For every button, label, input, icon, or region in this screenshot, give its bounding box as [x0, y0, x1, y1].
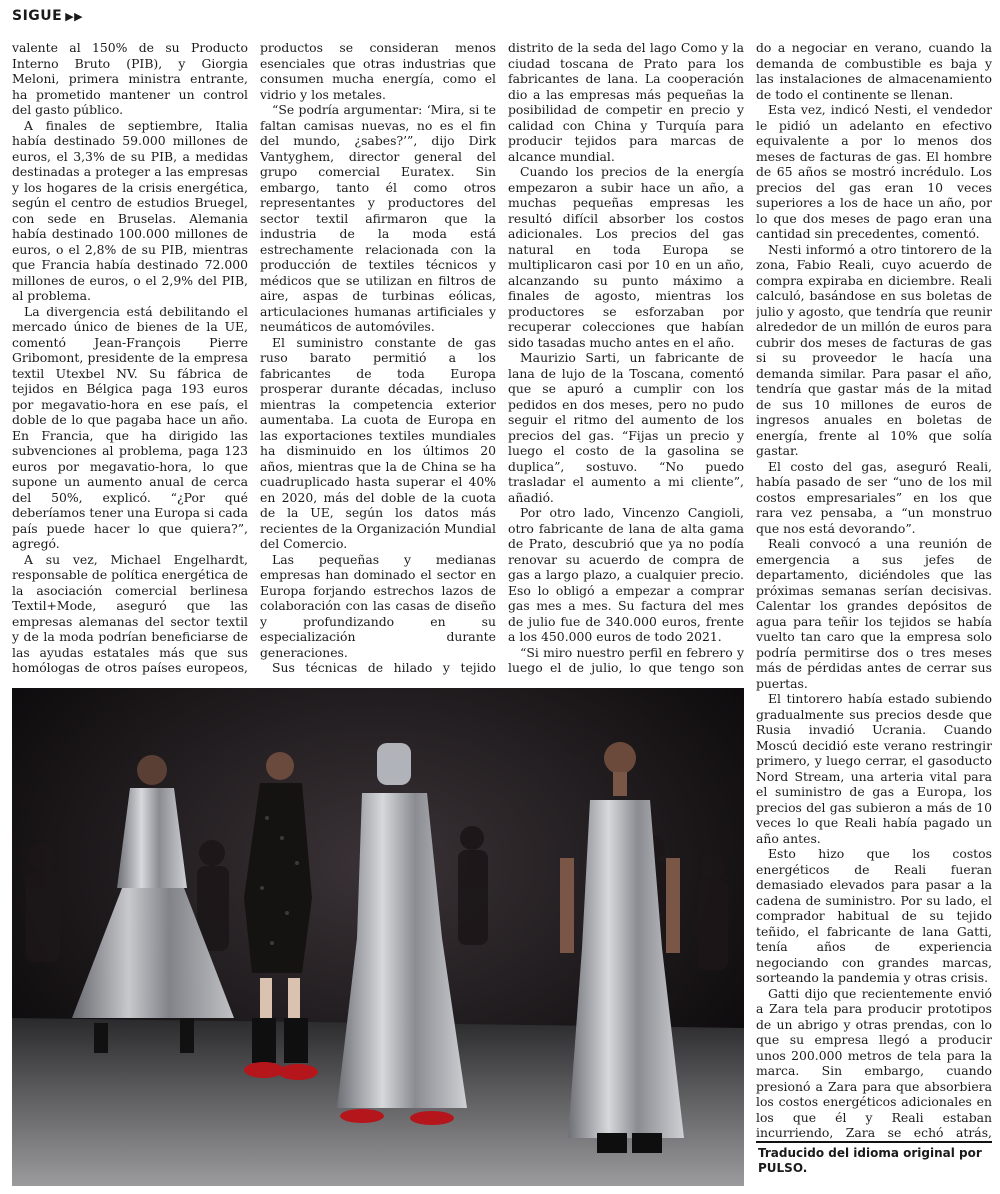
runway-fashion-photo	[12, 688, 744, 1186]
paragraph: Sus técnicas de hilado y tejido	[272, 660, 496, 675]
paragraph: El suministro constante de gas ruso barato permitió a los fabricantes de toda Europa prosperar durante décadas, incluso mientras la competencia exterior aumentaba. La cuota de Europa en las exportaciones textiles mundiales ha disminuido en los últimos 20 años, mientras que la de China se ha cuadruplicado hasta superar el 40% en 2020, más del doble de la cuota de la UE, según los datos más recientes de la Organización Mundial del Comercio.	[260, 334, 496, 551]
paragraph: do a negociar en verano, cuando la demanda de combustible es baja y las instalaciones de almacenamiento de todo el continente se llenan.	[756, 40, 992, 102]
paragraph: Esta vez, indicó Nesti, el vendedor le pidió un adelanto en efectivo equivalente a por lo menos dos meses de facturas de gas. El hombre de 65 años se mostró incrédulo. Los precios del gas eran 10 veces superiores a los de hace un año, por lo que dos meses de pago eran una cantidad sin precedentes, comentó.	[756, 102, 992, 241]
paragraph: El costo del gas, aseguró Reali, había pasado de ser “uno de los mil costos empresariales” en los que rara vez pensaba, a “un monstruo que nos está devorando”.	[756, 458, 992, 536]
paragraph: productos se consideran menos esenciales que otras industrias que consumen mucha energía, como el vidrio y los metales.	[260, 40, 496, 102]
article-column-1	[12, 40, 248, 675]
paragraph: Gatti dijo que recientemente envió a Zara tela para producir prototipos de un abrigo y otras prendas, con lo que su empresa llegó a producir unos 200.000 metros de tela para la marca. Sin embargo, cuando presionó a Zara para que absorbiera los costos energéticos adicionales en los que él y Reali estaban incurriendo, Zara se echó atrás,	[756, 985, 992, 1140]
paragraph: Nesti informó a otro tintorero de la zona, Fabio Reali, cuyo acuerdo de compra expiraba en diciembre. Reali calculó, basándose en sus boletas de julio y agosto, que tendría que reunir alrededor de un millón de euros para cubrir dos meses de facturas de gas si su proveedor le hacía una demanda similar. Para pasar el año, tendría que gastar más de la mitad de sus 10 millones de euros de ingresos anuales en boletas de energía, frente al 10% que solía gastar.	[756, 241, 992, 458]
article-column-2	[260, 40, 496, 675]
paragraph: Maurizio Sarti, un fabricante de lana de lujo de la Toscana, comentó que se apuró a cumplir con los pedidos en dos meses, pero no pudo seguir el ritmo del aumento de los precios del gas. “Fijas un precio y luego el costo de la gasolina se duplica”, sostuvo. “No puedo trasladar el aumento a mi cliente”, añadió.	[508, 350, 744, 505]
translation-credit: Traducido del idioma original por PULSO.	[758, 1146, 982, 1175]
paragraph: “Se podría argumentar: ‘Mira, si te faltan camisas nuevas, no es el fin del mundo, ¿sabes?’”, dijo Dirk Vantyghem, director general del grupo comercial Euratex. Sin embargo, tanto él como otros representantes y productores del sector textil afirmaron que la industria de la moda está estrechamente relacionada con la producción de textiles técnicos y médicos que se utilizan en filtros de aire, aspas de turbinas eólicas, articulaciones humanas artificiales y neumáticos de automóviles.	[260, 102, 496, 334]
paragraph: Cuando los precios de la energía empezaron a subir hace un año, a muchas pequeñas empresas les resultó difícil absorber los costos adicionales. Los precios del gas natural en toda Europa se multiplicaron casi por 10 en un año, alcanzando su punto máximo a finales de agosto, mientras los productores se esforzaban por recuperar colecciones que habían sido tasadas mucho antes en el año.	[508, 164, 744, 350]
paragraph: valente al 150% de su Producto Interno Bruto (PIB), y Giorgia Meloni, primera ministra entrante, ha prometido mantener un control del gasto público.	[12, 40, 248, 117]
article-column-4	[756, 40, 992, 1140]
paragraph: Las pequeñas y medianas empresas han dominado el sector en Europa forjando estrechos lazos de colaboración con las casas de diseño y profundizando en su especialización durante generaciones.	[260, 551, 496, 660]
paragraph: Por otro lado, Vincenzo Cangioli, otro fabricante de lana de alta gama de Prato, descubrió que ya no podía renovar su acuerdo de compra de gas a largo plazo, a cualquier precio. Eso lo obligó a empezar a comprar gas mes a mes. Su factura del mes de julio fue de 340.000 euros, frente a los 450.000 euros de todo 2021.	[508, 505, 744, 644]
paragraph: A finales de septiembre, Italia había destinado 59.000 millones de euros, el 3,3% de su PIB, a medidas destinadas a proteger a las empresas y los hogares de la crisis energética, según el centro de estudios Bruegel, con sede en Bruselas. Alemania había destinado 100.000 millones de euros, o el 2,8% de su PIB, mientras que Francia había destinado 72.000 millones de euros, o el 2,9% del PIB, al problema.	[12, 117, 248, 303]
paragraph: distrito de la seda del lago Como y la ciudad toscana de Prato para los fabricantes de lana. La cooperación dio a las empresas más pequeñas la posibilidad de competir en precio y calidad con China y Turquía para producir tejidos para marcas de alcance mundial.	[508, 40, 744, 164]
paragraph: El tintorero había estado subiendo gradualmente sus precios desde que Rusia invadió Ucrania. Cuando Moscú decidió este verano restringir primero, y luego cerrar, el gasoducto Nord Stream, una arteria vital para el suministro de gas a Europa, los precios del gas subieron a más de 10 veces lo que Reali había pagado un año antes.	[756, 691, 992, 846]
paragraph: Reali convocó a una reunión de emergencia a sus jefes de departamento, diciéndoles que las próximas semanas serían decisivas. Calentar los grandes depósitos de agua para teñir los tejidos se había vuelto tan caro que la empresa solo podría permitirse dos o tres meses más de pérdidas antes de cerrar sus puertas.	[756, 536, 992, 691]
paragraph: Esto hizo que los costos energéticos de Reali fueran demasiado elevados para pasar a la cadena de suministro. Por su lado, el comprador habitual de su tejido teñido, el fabricante de lana Gatti, tenía años de experiencia negociando con grandes marcas, sorteando la pandemia y otras crisis.	[756, 846, 992, 985]
article-column-3	[508, 40, 744, 675]
paragraph: “Si miro nuestro perfil en febrero y luego el de julio, lo que tengo son	[508, 644, 744, 675]
continue-marker	[12, 5, 83, 27]
continue-label: SIGUE	[12, 8, 63, 24]
paragraph: La divergencia está debilitando el mercado único de bienes de la UE, comentó Jean-François Pierre Gribomont, presidente de la empresa textil Utexbel NV. Su fábrica de tejidos en Bélgica paga 193 euros por megavatio-hora en ese país, el doble de lo que pagaba hace un año. En Francia, que ha dirigido las subvenciones al problema, paga 123 euros por megavatio-hora, lo que supone un aumento anual de cerca del 50%, explicó. “¿Por qué deberíamos tener una Europa si cada país puede hacer lo que quiera?”, agregó.	[12, 303, 248, 551]
credit-rule	[756, 1141, 992, 1143]
double-arrow-right-icon: ▶▶	[65, 9, 84, 23]
paragraph: A su vez, Michael Engelhardt, responsable de política energética de la asociación comercial berlinesa Textil+Mode, aseguró que las empresas alemanas del sector textil y de la moda podrían beneficiarse de las ayudas estatales más que sus homólogas de otros países europeos,	[12, 551, 248, 675]
